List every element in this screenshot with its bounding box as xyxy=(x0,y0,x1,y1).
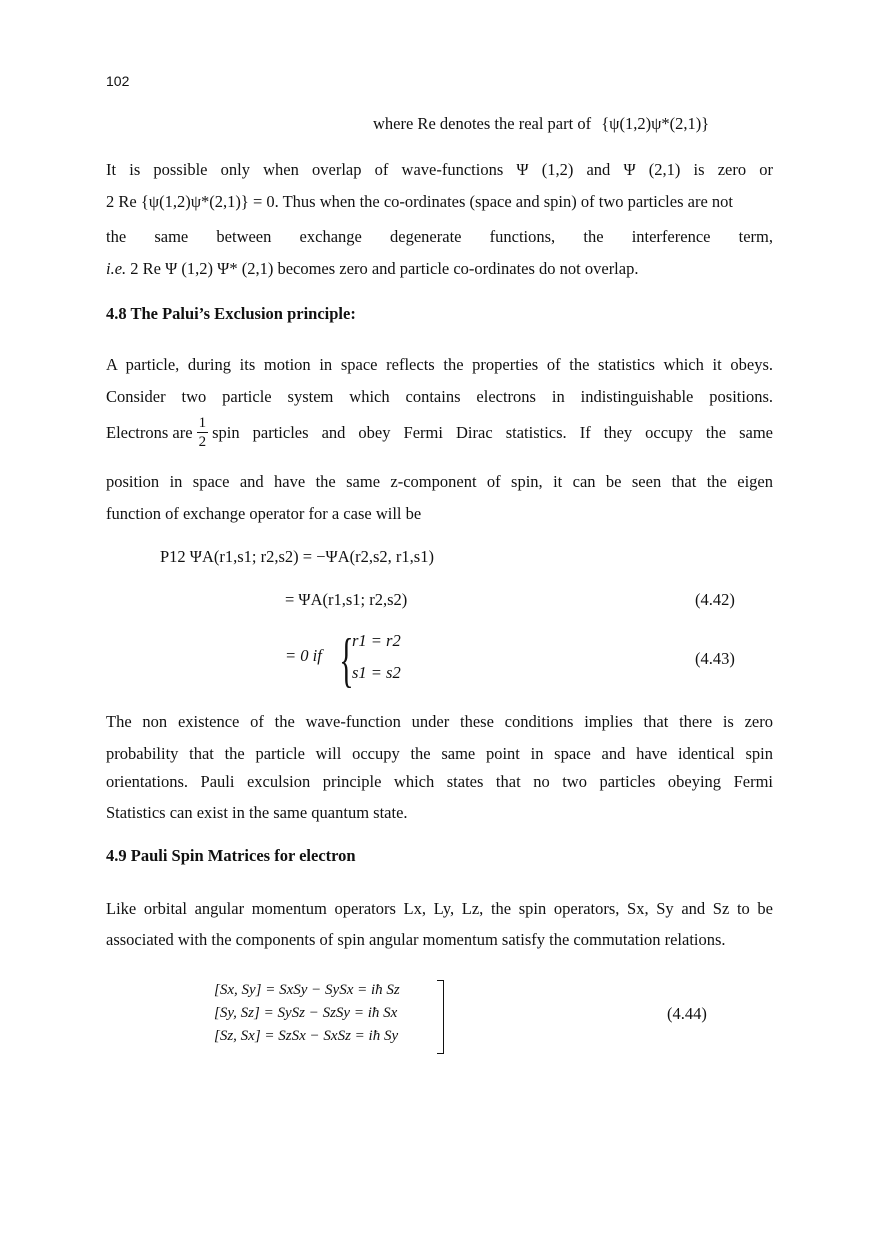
section-heading-4-9: 4.9 Pauli Spin Matrices for electron xyxy=(106,846,356,865)
equation-4-43-lhs: = 0 if xyxy=(285,646,322,665)
commutation-yz: [Sy, Sz] = SySz − SzSy = iħ Sx xyxy=(214,1005,398,1021)
paragraph-4-line-1: Like orbital angular momentum operators Lx, Ly, Lz, the spin operators, Sx, Sy and Sz to be xyxy=(106,899,773,918)
equation-p12: P12 ΨA(r1,s1; r2,s2) = −ΨA(r2,s2, r1,s1) xyxy=(160,547,434,566)
paragraph-2-line-5: function of exchange operator for a case will be xyxy=(106,504,422,523)
section-heading-4-8: 4.8 The Palui’s Exclusion principle: xyxy=(106,304,356,323)
paragraph-3-line-1: The non existence of the wave-function under these conditions implies that there is zero xyxy=(106,712,773,731)
paragraph-2-line-3-post: spin particles and obey Fermi Dirac statistics. If they occupy the same xyxy=(212,422,773,442)
commutation-zx: [Sz, Sx] = SzSx − SxSz = iħ Sy xyxy=(214,1028,399,1044)
equation-4-42: = ΨA(r1,s1; r2,s2) xyxy=(285,590,408,609)
paragraph-2-line-4: position in space and have the same z-component of spin, it can be seen that the eigen xyxy=(106,472,773,491)
left-brace-icon: { xyxy=(339,627,354,693)
fraction-denominator: 2 xyxy=(198,434,207,450)
paragraph-1-line-2 xyxy=(106,186,773,218)
commutation-relations xyxy=(214,979,400,1048)
paragraph-1-line-4 xyxy=(106,253,773,285)
fraction-numerator: 1 xyxy=(198,415,207,431)
paragraph-2-line-3 xyxy=(106,414,773,451)
equation-4-43-condition-2: s1 = s2 xyxy=(352,663,401,682)
paragraph-2-line-1: A particle, during its motion in space reflects the properties of the statistics which it obeys. xyxy=(106,355,773,374)
real-part-line xyxy=(373,114,709,134)
paragraph-1-line-1: It is possible only when overlap of wave-functions Ψ (1,2) and Ψ (2,1) is zero or xyxy=(106,160,773,179)
paragraph-3-line-3: orientations. Pauli exculsion principle which states that no two particles obeying Fermi xyxy=(106,772,773,791)
paragraph-1-line-3: the same between exchange degenerate functions, the interference term, xyxy=(106,227,773,246)
paragraph-1-expression: {ψ(1,2)ψ*(2,1)} xyxy=(140,192,249,211)
equation-4-43-condition-1: r1 = r2 xyxy=(352,631,401,650)
paragraph-1-line-2-rest: = 0. Thus when the co-ordinates (space and spin) of two particles are not xyxy=(252,192,733,211)
real-part-expression: {ψ(1,2)ψ*(2,1)} xyxy=(601,114,710,133)
page-number: 102 xyxy=(106,73,130,89)
paragraph-3-line-2: probability that the particle will occupy the same point in space and have identical spin xyxy=(106,744,773,763)
equation-number-4-44: (4.44) xyxy=(667,1004,707,1023)
paragraph-1-line-4-text: 2 Re Ψ (1,2) Ψ* (2,1) becomes zero and particle co-ordinates do not overlap. xyxy=(130,259,639,278)
equation-number-4-42: (4.42) xyxy=(695,590,735,609)
paragraph-3-line-4: Statistics can exist in the same quantum state. xyxy=(106,803,408,822)
paragraph-2-line-2: Consider two particle system which contains electrons in indistinguishable positions. xyxy=(106,387,773,406)
commutation-xy: [Sx, Sy] = SxSy − SySx = iħ Sz xyxy=(214,982,400,998)
paragraph-2-line-3-pre: Electrons are xyxy=(106,422,193,442)
paragraph-1-re: 2 Re xyxy=(106,192,137,211)
paragraph-4-line-2: associated with the components of spin angular momentum satisfy the commutation relations. xyxy=(106,930,726,949)
right-bracket-icon xyxy=(437,980,444,1054)
real-part-text: where Re denotes the real part of xyxy=(373,114,592,133)
equation-number-4-43: (4.43) xyxy=(695,649,735,668)
ie-abbrev: i.e. xyxy=(106,259,127,278)
half-fraction xyxy=(197,414,209,451)
